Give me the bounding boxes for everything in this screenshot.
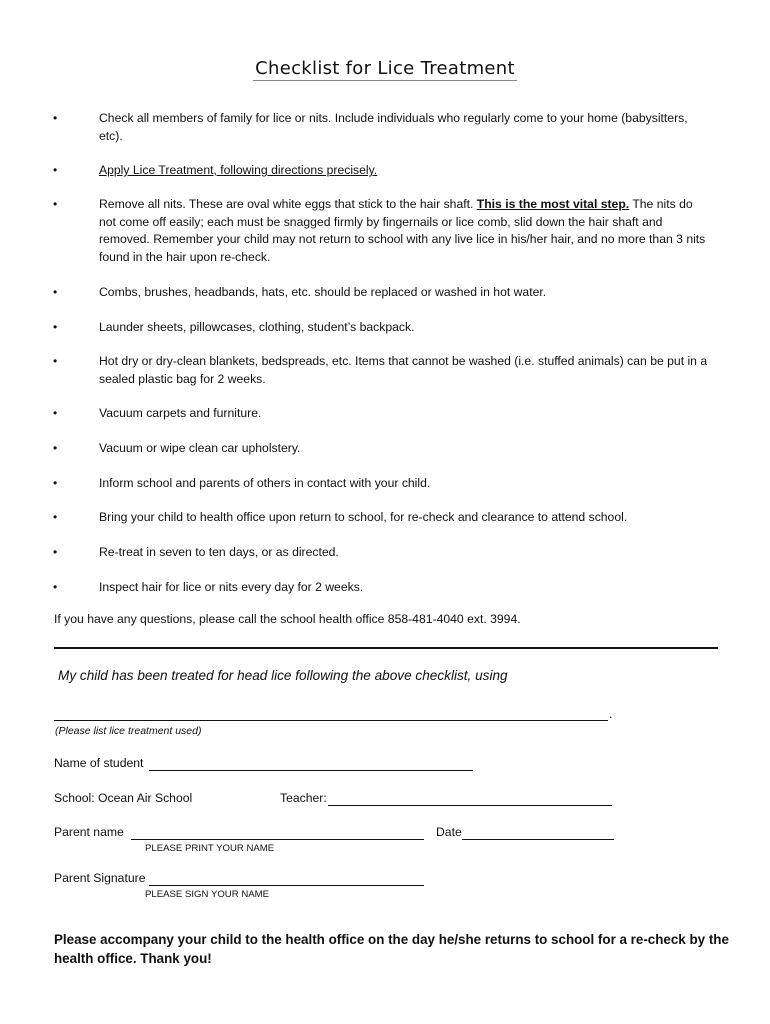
teacher-label: Teacher: [280, 791, 327, 805]
date-field[interactable] [462, 839, 614, 840]
print-name-hint: PLEASE PRINT YOUR NAME [145, 843, 275, 854]
bullet: • [53, 197, 58, 211]
parent-signature-field[interactable] [149, 885, 424, 886]
student-name-field[interactable] [149, 770, 473, 771]
school-label: School: Ocean Air School [54, 791, 193, 805]
bullet: • [53, 406, 58, 420]
teacher-field[interactable] [328, 805, 612, 806]
sign-name-hint: PLEASE SIGN YOUR NAME [145, 889, 270, 900]
checklist-item-text: Vacuum carpets and furniture. [99, 406, 262, 420]
checklist-item-text-end: The nits do not come off easily; each must be snagged firmly by fingernails or lice comb, slid down the hair shaft and removed. Remember your child may not return to school with any live lice in his/her hair, and no more than 3 nits found in the hair upon re-check. [99, 197, 706, 264]
bullet: • [53, 510, 58, 524]
checklist-item-text-start: Remove all nits. These are oval white eggs that stick to the hair shaft. [99, 197, 477, 211]
section-divider [54, 647, 718, 649]
date-label: Date [436, 825, 462, 839]
checklist-item-text: Launder sheets, pillowcases, clothing, student’s backpack. [99, 320, 415, 334]
bullet: • [53, 285, 58, 299]
treatment-line-period: . [609, 707, 613, 721]
bullet: • [53, 441, 58, 455]
bullet: • [53, 545, 58, 559]
checklist-item-text: Apply Lice Treatment, following directions precisely. [99, 163, 378, 177]
checklist-item-text: Check all members of family for lice or nits. Include individuals who regularly come to your home (babysitters, etc). [99, 111, 688, 143]
checklist-item-text: Vacuum or wipe clean car upholstery. [99, 441, 301, 455]
bullet: • [53, 476, 58, 490]
bullet: • [53, 320, 58, 334]
document-title-text: Checklist for Lice Treatment [255, 58, 515, 79]
parent-signature-label: Parent Signature [54, 871, 146, 885]
vital-step-emphasis: This is the most vital step. [476, 197, 630, 211]
checklist-item-text: Hot dry or dry-clean blankets, bedspreads, etc. Items that cannot be washed (i.e. stuffed animals) can be put in a sealed plastic bag for 2 weeks. [99, 354, 708, 386]
treatment-used-hint: (Please list lice treatment used) [55, 725, 202, 737]
checklist-item-text: Bring your child to health office upon return to school, for re-check and clearance to attend school. [99, 510, 628, 524]
student-name-label: Name of student [54, 756, 144, 770]
checklist-item-text: Inform school and parents of others in contact with your child. [99, 476, 431, 490]
checklist-item-text: Re-treat in seven to ten days, or as directed. [99, 545, 339, 559]
document-title [0, 58, 770, 81]
parent-name-field[interactable] [131, 839, 424, 840]
bullet: • [53, 580, 58, 594]
treatment-statement: My child has been treated for head lice following the above checklist, using [58, 668, 508, 683]
bullet: • [53, 163, 58, 177]
closing-instruction: Please accompany your child to the health office on the day he/she returns to school for a re-check by the health office. Thank you! [54, 932, 729, 966]
checklist-item-text: Inspect hair for lice or nits every day for 2 weeks. [99, 580, 364, 594]
checklist-item-text [99, 196, 711, 266]
bullet: • [53, 111, 58, 125]
contact-info: If you have any questions, please call the school health office 858-481-4040 ext. 3994. [54, 612, 521, 626]
bullet: • [53, 354, 58, 368]
parent-name-label: Parent name [54, 825, 124, 839]
checklist-item-text: Combs, brushes, headbands, hats, etc. should be replaced or washed in hot water. [99, 285, 547, 299]
treatment-used-field[interactable] [54, 720, 608, 721]
